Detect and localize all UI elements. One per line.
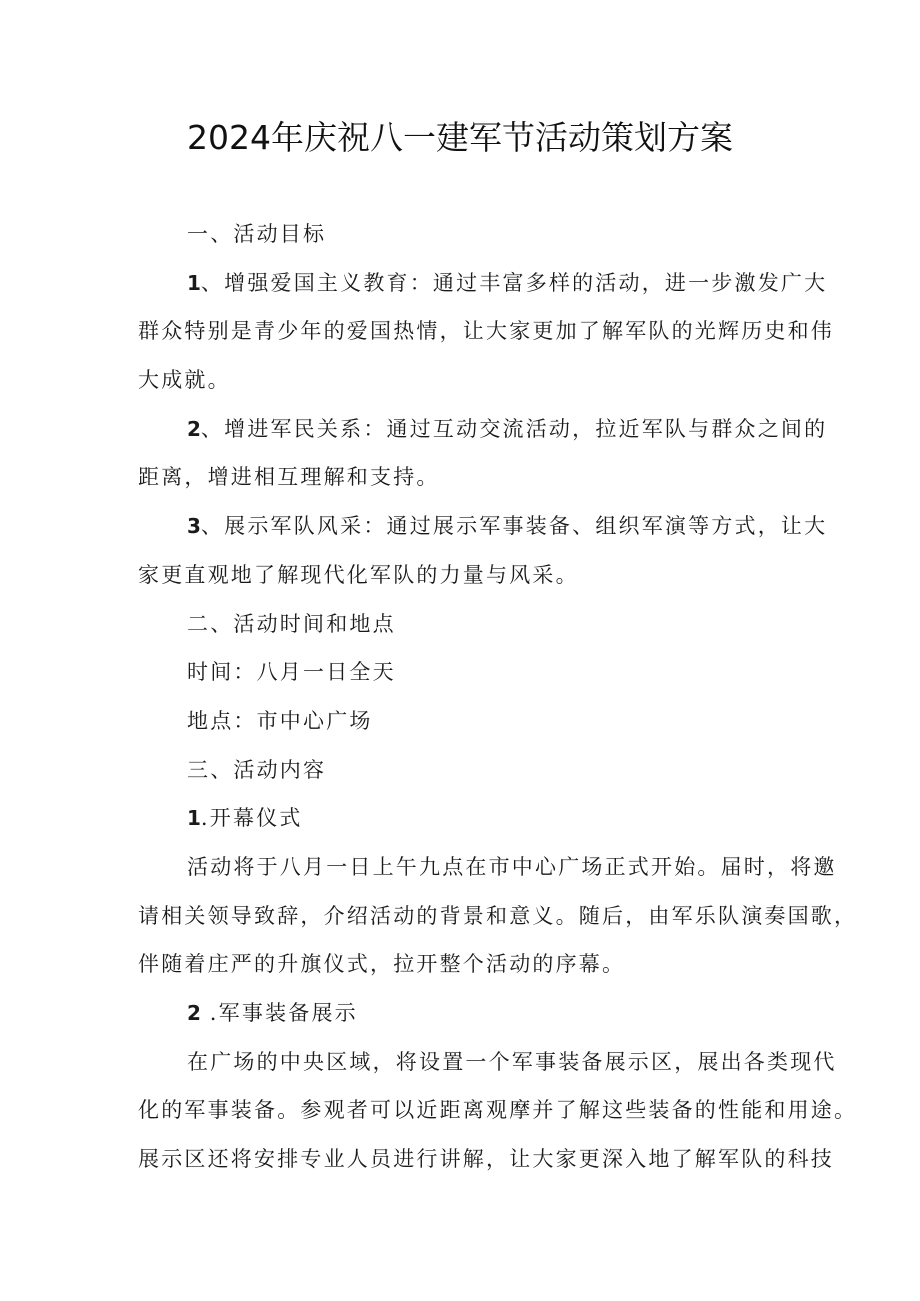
goal-1-line-2: 群众特别是青少年的爱国热情，让大家更加了解军队的光辉历史和伟 [138, 319, 834, 344]
goal-1-number: 1 [187, 270, 201, 295]
section-heading-content: 三、活动内容 [187, 757, 327, 782]
goal-3-number: 3 [187, 514, 201, 539]
subsection-1-number: 1 [187, 806, 201, 831]
opening-line-3: 伴随着庄严的升旗仪式，拉开整个活动的序幕。 [138, 952, 626, 977]
opening-line-2: 请相关领导致辞，介绍活动的背景和意义。随后，由军乐队演奏国歌， [138, 903, 858, 928]
event-time: 时间：八月一日全天 [187, 660, 396, 685]
goal-2-line-2: 距离，增进相互理解和支持。 [138, 465, 440, 490]
goal-3-line-1 [138, 502, 828, 551]
subsection-2-title-text: .军事装备展示 [200, 1001, 358, 1025]
goal-1-text: 、增强爱国主义教育：通过丰富多样的活动，进一步激发广大 [200, 270, 828, 295]
goal-3-line-2: 家更直观地了解现代化军队的力量与风采。 [138, 562, 579, 587]
goal-1-line-3: 大成就。 [138, 368, 231, 393]
subsection-2-number: 2 [187, 1001, 201, 1025]
document-title: 2024年庆祝八一建军节活动策划方案 [187, 118, 733, 157]
document-body [138, 210, 858, 1184]
subsection-equipment-title [138, 989, 788, 1038]
goal-2-line-1 [138, 405, 828, 454]
subsection-opening-title [138, 794, 788, 843]
section-heading-time-place: 二、活动时间和地点 [187, 611, 396, 636]
subsection-1-title-text: .开幕仪式 [200, 806, 303, 831]
goal-1-line-1 [138, 259, 828, 308]
opening-line-1: 活动将于八月一日上午九点在市中心广场正式开始。届时，将邀 [187, 854, 837, 879]
event-place: 地点：市中心广场 [187, 708, 373, 733]
goal-2-text: 、增进军民关系：通过互动交流活动，拉近军队与群众之间的 [200, 416, 828, 441]
equipment-line-1: 在广场的中央区域，将设置一个军事装备展示区，展出各类现代 [187, 1049, 837, 1074]
equipment-line-2: 化的军事装备。参观者可以近距离观摩并了解这些装备的性能和用途。 [138, 1098, 858, 1123]
goal-3-text: 、展示军队风采：通过展示军事装备、组织军演等方式，让大 [200, 514, 828, 539]
section-heading-goals: 一、活动目标 [187, 222, 327, 246]
equipment-line-3: 展示区还将安排专业人员进行讲解，让大家更深入地了解军队的科技 [138, 1147, 834, 1172]
goal-2-number: 2 [187, 416, 201, 441]
